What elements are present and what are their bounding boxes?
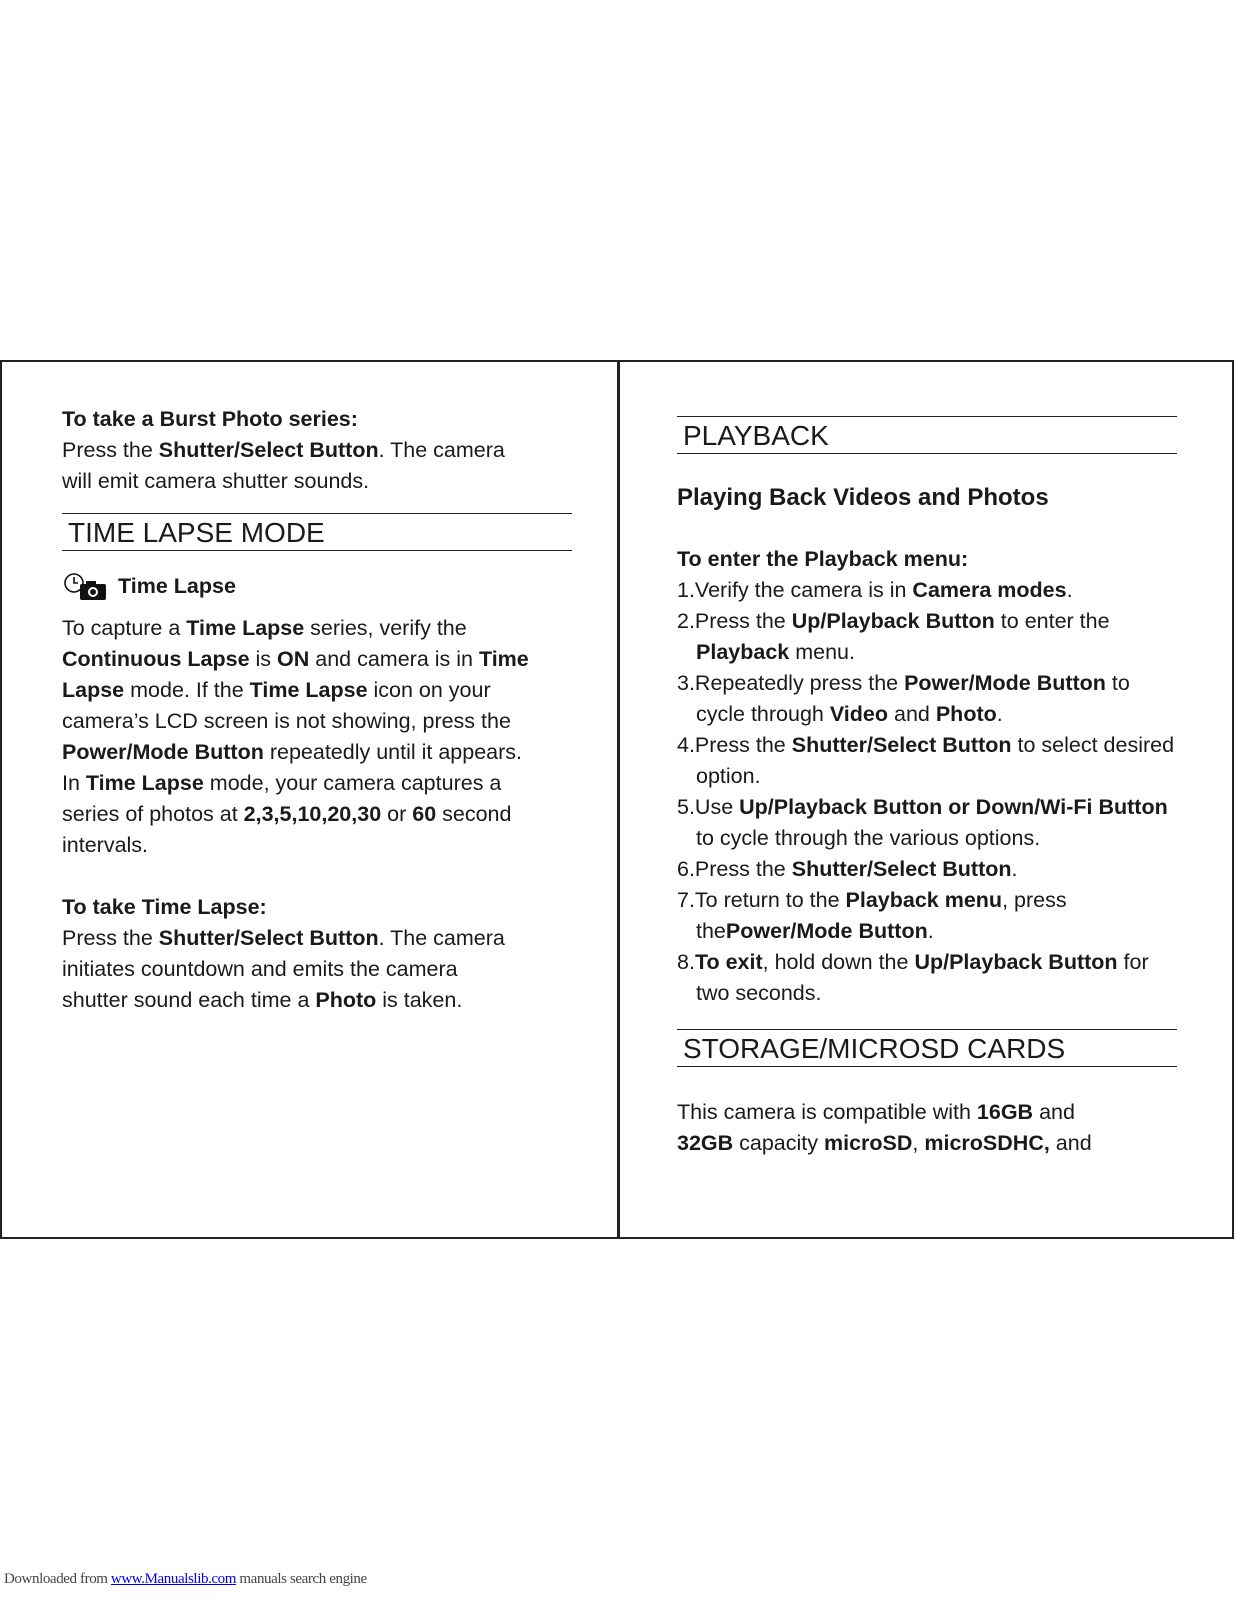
burst-text-line-1: Press the Shutter/Select Button. The camera <box>62 438 505 462</box>
step-8: 8.To exit, hold down the Up/Playback Button for two seconds. <box>677 950 1149 1005</box>
burst-text-line-2: will emit camera shutter sounds. <box>62 469 370 493</box>
step-5: 5.Use Up/Playback Button or Down/Wi-Fi Button to cycle through the various options. <box>677 795 1168 850</box>
time-lapse-para-line-4: camera’s LCD screen is not showing, press the <box>62 709 511 733</box>
footer-prefix: Downloaded from <box>4 1571 111 1587</box>
take-line-2: initiates countdown and emits the camera <box>62 957 458 981</box>
burst-heading: To take a Burst Photo series: <box>62 407 358 431</box>
time-lapse-section-title: TIME LAPSE MODE <box>62 513 572 551</box>
step-7: 7.To return to the Playback menu, press thePower/Mode Button. <box>677 888 1067 943</box>
left-page <box>62 404 572 1016</box>
step-4: 4.Press the Shutter/Select Button to select desired option. <box>677 733 1175 788</box>
page-divider <box>617 362 620 1237</box>
time-lapse-para-line-8: intervals. <box>62 833 149 857</box>
step-2: 2.Press the Up/Playback Button to enter the Playback menu. <box>677 609 1110 664</box>
step-6: 6.Press the Shutter/Select Button. <box>677 857 1018 881</box>
time-lapse-para-line-2: Continuous Lapse is ON and camera is in Time <box>62 647 529 671</box>
time-lapse-label-row <box>62 571 572 601</box>
time-lapse-para-line-1: To capture a Time Lapse series, verify the <box>62 616 467 640</box>
time-lapse-para-line-5: Power/Mode Button repeatedly until it appears. <box>62 740 523 764</box>
right-page <box>677 404 1177 1159</box>
time-lapse-camera-icon <box>62 571 110 601</box>
playback-subheading: Playing Back Videos and Photos <box>677 484 1049 511</box>
playback-section-title: PLAYBACK <box>677 416 1177 454</box>
manual-spread <box>0 360 1234 1239</box>
step-3: 3.Repeatedly press the Power/Mode Button to cycle through Video and Photo. <box>677 671 1130 726</box>
step-1: 1.Verify the camera is in Camera modes. <box>677 578 1073 602</box>
time-lapse-para-line-6: In Time Lapse mode, your camera captures a <box>62 771 502 795</box>
download-footer <box>4 1571 367 1588</box>
time-lapse-para-line-7: series of photos at 2,3,5,10,20,30 or 60 second <box>62 802 512 826</box>
footer-suffix: manuals search engine <box>236 1571 367 1587</box>
storage-line-1: This camera is compatible with 16GB and <box>677 1100 1075 1124</box>
manualslib-link[interactable]: www.Manualslib.com <box>110 1571 237 1587</box>
time-lapse-para-line-3: Lapse mode. If the Time Lapse icon on your <box>62 678 491 702</box>
time-lapse-label: Time Lapse <box>118 573 236 598</box>
storage-line-2: 32GB capacity microSD, microSDHC, and <box>677 1131 1092 1155</box>
playback-steps-list <box>677 575 1177 1009</box>
take-time-lapse-heading: To take Time Lapse: <box>62 895 267 919</box>
enter-playback-heading: To enter the Playback menu: <box>677 547 969 571</box>
take-line-1: Press the Shutter/Select Button. The camera <box>62 926 505 950</box>
storage-section-title: STORAGE/MICROSD CARDS <box>677 1029 1177 1067</box>
take-line-3: shutter sound each time a Photo is taken. <box>62 988 463 1012</box>
